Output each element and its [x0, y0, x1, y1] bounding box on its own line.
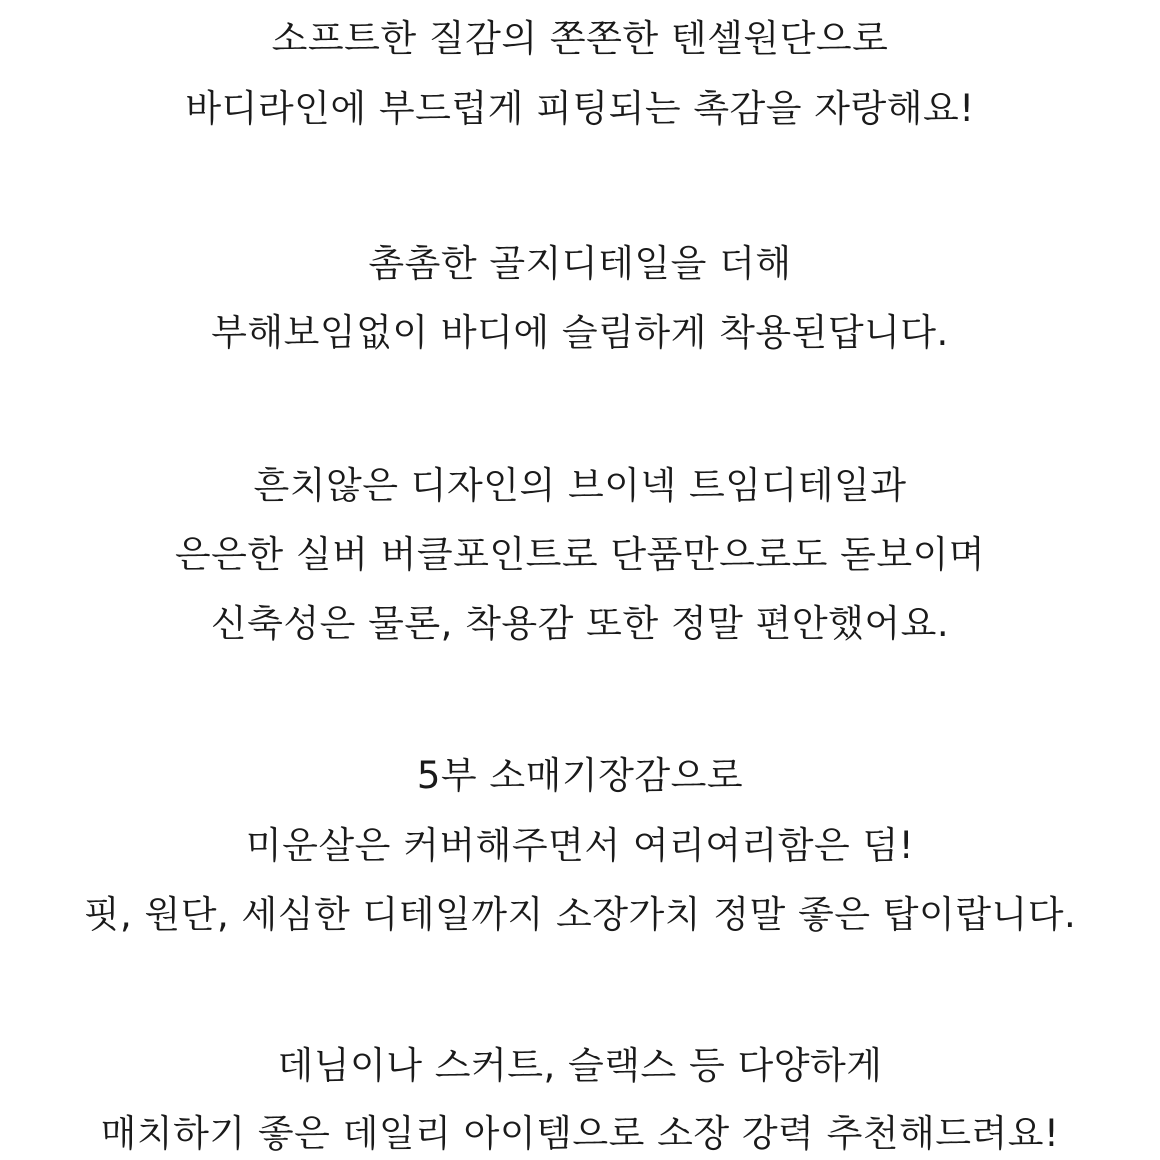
text-line: 신축성은 물론, 착용감 또한 정말 편안했어요. [210, 602, 950, 645]
text-line: 촘촘한 골지디테일을 더해 [368, 242, 792, 285]
text-line: 핏, 원단, 세심한 디테일까지 소장가치 정말 좋은 탑이랍니다. [83, 893, 1077, 936]
text-line: 미운살은 커버해주면서 여리여리함은 덤! [245, 824, 915, 867]
text-line: 소프트한 질감의 쫀쫀한 텐셀원단으로 [271, 17, 889, 60]
text-line: 흔치않은 디자인의 브이넥 트임디테일과 [253, 464, 907, 507]
text-line: 데님이나 스커트, 슬랙스 등 다양하게 [277, 1044, 883, 1087]
text-line: 바디라인에 부드럽게 피팅되는 촉감을 자랑해요! [185, 87, 975, 130]
text-line: 5부 소매기장감으로 [416, 754, 744, 797]
text-line: 은은한 실버 버클포인트로 단품만으로도 돋보이며 [174, 533, 986, 576]
text-line: 매치하기 좋은 데일리 아이템으로 소장 강력 추천해드려요! [100, 1112, 1060, 1155]
text-line: 부해보임없이 바디에 슬림하게 착용된답니다. [211, 311, 949, 354]
